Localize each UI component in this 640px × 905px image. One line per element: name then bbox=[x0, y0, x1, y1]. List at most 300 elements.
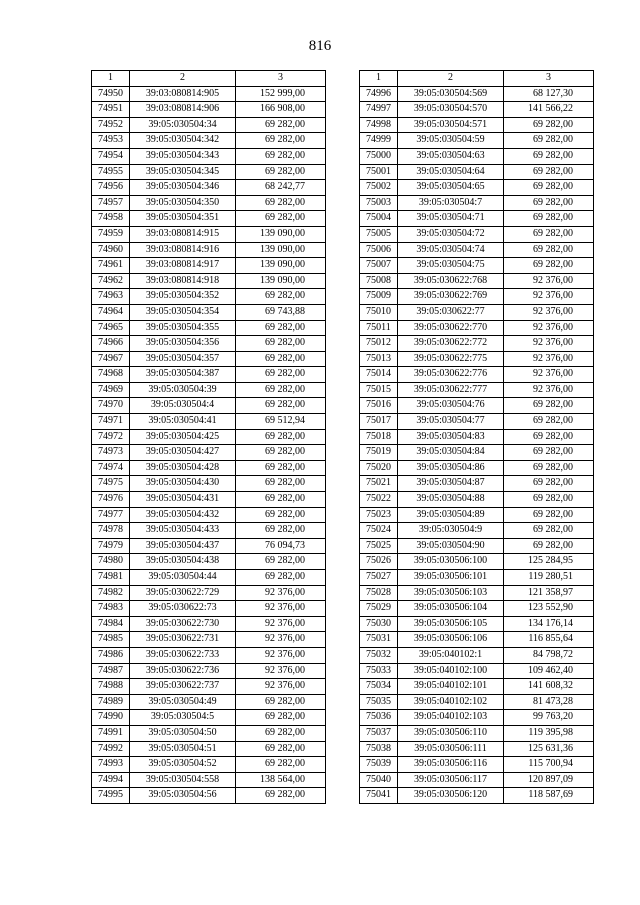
cadastral-value: 119 280,51 bbox=[504, 570, 594, 586]
cadastral-value: 69 282,00 bbox=[236, 382, 326, 398]
row-number: 74989 bbox=[92, 694, 130, 710]
row-number: 75016 bbox=[360, 398, 398, 414]
cadastral-number: 39:05:030504:355 bbox=[130, 320, 236, 336]
cadastral-number: 39:05:030622:777 bbox=[398, 382, 504, 398]
cadastral-value: 69 282,00 bbox=[504, 195, 594, 211]
row-number: 75017 bbox=[360, 414, 398, 430]
table-row bbox=[360, 445, 594, 461]
row-number: 74988 bbox=[92, 679, 130, 695]
cadastral-value: 152 999,00 bbox=[236, 86, 326, 102]
table-row bbox=[360, 632, 594, 648]
row-number: 75031 bbox=[360, 632, 398, 648]
row-number: 74985 bbox=[92, 632, 130, 648]
table-row bbox=[92, 211, 326, 227]
table-row bbox=[360, 788, 594, 804]
column-header-3: 3 bbox=[504, 71, 594, 87]
cadastral-number: 39:05:030506:116 bbox=[398, 757, 504, 773]
row-number: 74961 bbox=[92, 258, 130, 274]
cadastral-value: 69 282,00 bbox=[236, 320, 326, 336]
table-row bbox=[360, 289, 594, 305]
row-number: 74975 bbox=[92, 476, 130, 492]
row-number: 75008 bbox=[360, 273, 398, 289]
cadastral-number: 39:05:030622:729 bbox=[130, 585, 236, 601]
cadastral-value: 141 566,22 bbox=[504, 102, 594, 118]
row-number: 75025 bbox=[360, 538, 398, 554]
cadastral-value: 69 282,00 bbox=[236, 211, 326, 227]
cadastral-value: 120 897,09 bbox=[504, 772, 594, 788]
table-row bbox=[92, 757, 326, 773]
row-number: 75020 bbox=[360, 460, 398, 476]
row-number: 75009 bbox=[360, 289, 398, 305]
row-number: 75015 bbox=[360, 382, 398, 398]
row-number: 75034 bbox=[360, 679, 398, 695]
row-number: 74998 bbox=[360, 117, 398, 133]
row-number: 74977 bbox=[92, 507, 130, 523]
cadastral-value: 69 282,00 bbox=[504, 429, 594, 445]
table-row bbox=[360, 757, 594, 773]
cadastral-value: 84 798,72 bbox=[504, 647, 594, 663]
table-row bbox=[92, 460, 326, 476]
table-row bbox=[92, 336, 326, 352]
table-row bbox=[360, 679, 594, 695]
table-row bbox=[360, 86, 594, 102]
table-row bbox=[360, 507, 594, 523]
cadastral-number: 39:05:030504:75 bbox=[398, 258, 504, 274]
cadastral-value: 69 282,00 bbox=[236, 164, 326, 180]
cadastral-number: 39:05:030504:49 bbox=[130, 694, 236, 710]
cadastral-value: 69 282,00 bbox=[504, 133, 594, 149]
cadastral-value: 81 473,28 bbox=[504, 694, 594, 710]
cadastral-number: 39:05:030504:56 bbox=[130, 788, 236, 804]
table-row bbox=[92, 273, 326, 289]
row-number: 74976 bbox=[92, 492, 130, 508]
cadastral-number: 39:05:030506:110 bbox=[398, 725, 504, 741]
row-number: 74978 bbox=[92, 523, 130, 539]
table-row bbox=[92, 492, 326, 508]
cadastral-number: 39:03:080814:918 bbox=[130, 273, 236, 289]
cadastral-value: 69 282,00 bbox=[236, 476, 326, 492]
cadastral-number: 39:05:030622:768 bbox=[398, 273, 504, 289]
table-row bbox=[92, 367, 326, 383]
left-table-body bbox=[92, 86, 326, 803]
table-row bbox=[360, 336, 594, 352]
row-number: 75037 bbox=[360, 725, 398, 741]
cadastral-value: 69 282,00 bbox=[504, 523, 594, 539]
cadastral-value: 92 376,00 bbox=[236, 616, 326, 632]
table-row bbox=[92, 554, 326, 570]
cadastral-value: 69 282,00 bbox=[236, 523, 326, 539]
left-table bbox=[91, 70, 326, 804]
cadastral-value: 141 608,32 bbox=[504, 679, 594, 695]
row-number: 74972 bbox=[92, 429, 130, 445]
cadastral-number: 39:05:030504:77 bbox=[398, 414, 504, 430]
cadastral-value: 69 282,00 bbox=[236, 554, 326, 570]
table-row bbox=[360, 725, 594, 741]
row-number: 74955 bbox=[92, 164, 130, 180]
column-header-2: 2 bbox=[130, 71, 236, 87]
row-number: 75014 bbox=[360, 367, 398, 383]
right-table bbox=[359, 70, 594, 804]
row-number: 75002 bbox=[360, 180, 398, 196]
cadastral-value: 69 743,88 bbox=[236, 304, 326, 320]
row-number: 74951 bbox=[92, 102, 130, 118]
row-number: 74959 bbox=[92, 226, 130, 242]
table-row bbox=[360, 476, 594, 492]
row-number: 74970 bbox=[92, 398, 130, 414]
row-number: 74996 bbox=[360, 86, 398, 102]
cadastral-value: 69 512,94 bbox=[236, 414, 326, 430]
cadastral-value: 123 552,90 bbox=[504, 601, 594, 617]
cadastral-value: 69 282,00 bbox=[236, 289, 326, 305]
cadastral-value: 69 282,00 bbox=[236, 351, 326, 367]
cadastral-number: 39:05:030504:71 bbox=[398, 211, 504, 227]
table-row bbox=[360, 226, 594, 242]
row-number: 74992 bbox=[92, 741, 130, 757]
cadastral-number: 39:05:030504:83 bbox=[398, 429, 504, 445]
row-number: 74963 bbox=[92, 289, 130, 305]
row-number: 74991 bbox=[92, 725, 130, 741]
cadastral-number: 39:05:030504:343 bbox=[130, 148, 236, 164]
row-number: 75035 bbox=[360, 694, 398, 710]
table-row bbox=[92, 570, 326, 586]
cadastral-value: 69 282,00 bbox=[504, 242, 594, 258]
column-header-1: 1 bbox=[360, 71, 398, 87]
cadastral-value: 92 376,00 bbox=[236, 601, 326, 617]
row-number: 75011 bbox=[360, 320, 398, 336]
row-number: 74995 bbox=[92, 788, 130, 804]
table-row bbox=[92, 476, 326, 492]
row-number: 75001 bbox=[360, 164, 398, 180]
cadastral-value: 69 282,00 bbox=[504, 226, 594, 242]
cadastral-number: 39:05:030504:76 bbox=[398, 398, 504, 414]
row-number: 75038 bbox=[360, 741, 398, 757]
cadastral-number: 39:05:030506:104 bbox=[398, 601, 504, 617]
cadastral-number: 39:05:030504:59 bbox=[398, 133, 504, 149]
page-number: 816 bbox=[308, 38, 332, 54]
table-row bbox=[360, 398, 594, 414]
table-row bbox=[360, 554, 594, 570]
cadastral-number: 39:05:030622:772 bbox=[398, 336, 504, 352]
row-number: 74990 bbox=[92, 710, 130, 726]
table-row bbox=[360, 382, 594, 398]
cadastral-number: 39:05:030622:769 bbox=[398, 289, 504, 305]
cadastral-value: 69 282,00 bbox=[236, 133, 326, 149]
cadastral-number: 39:05:030504:558 bbox=[130, 772, 236, 788]
cadastral-number: 39:05:030504:425 bbox=[130, 429, 236, 445]
row-number: 74968 bbox=[92, 367, 130, 383]
cadastral-number: 39:05:030504:570 bbox=[398, 102, 504, 118]
cadastral-value: 115 700,94 bbox=[504, 757, 594, 773]
row-number: 74982 bbox=[92, 585, 130, 601]
cadastral-number: 39:05:030504:41 bbox=[130, 414, 236, 430]
cadastral-number: 39:05:030506:120 bbox=[398, 788, 504, 804]
cadastral-value: 69 282,00 bbox=[236, 336, 326, 352]
cadastral-value: 69 282,00 bbox=[236, 694, 326, 710]
cadastral-value: 119 395,98 bbox=[504, 725, 594, 741]
cadastral-value: 138 564,00 bbox=[236, 772, 326, 788]
cadastral-number: 39:05:030504:354 bbox=[130, 304, 236, 320]
table-row bbox=[92, 523, 326, 539]
table-row bbox=[360, 367, 594, 383]
table-row bbox=[92, 632, 326, 648]
table-row bbox=[92, 585, 326, 601]
row-number: 74980 bbox=[92, 554, 130, 570]
column-header-1: 1 bbox=[92, 71, 130, 87]
table-row bbox=[92, 538, 326, 554]
right-table-body bbox=[360, 86, 594, 803]
table-row bbox=[92, 351, 326, 367]
row-number: 75023 bbox=[360, 507, 398, 523]
cadastral-number: 39:05:030504:44 bbox=[130, 570, 236, 586]
cadastral-value: 69 282,00 bbox=[236, 398, 326, 414]
row-number: 75028 bbox=[360, 585, 398, 601]
table-row bbox=[92, 663, 326, 679]
row-number: 74979 bbox=[92, 538, 130, 554]
table-row bbox=[92, 788, 326, 804]
cadastral-value: 92 376,00 bbox=[236, 647, 326, 663]
row-number: 74993 bbox=[92, 757, 130, 773]
cadastral-number: 39:05:030506:100 bbox=[398, 554, 504, 570]
cadastral-value: 69 282,00 bbox=[236, 148, 326, 164]
cadastral-number: 39:05:030504:569 bbox=[398, 86, 504, 102]
row-number: 74974 bbox=[92, 460, 130, 476]
cadastral-number: 39:05:030622:737 bbox=[130, 679, 236, 695]
table-row bbox=[92, 180, 326, 196]
cadastral-value: 69 282,00 bbox=[236, 492, 326, 508]
table-row bbox=[360, 117, 594, 133]
cadastral-value: 92 376,00 bbox=[504, 351, 594, 367]
cadastral-number: 39:05:030504:351 bbox=[130, 211, 236, 227]
row-number: 75041 bbox=[360, 788, 398, 804]
table-row bbox=[360, 772, 594, 788]
row-number: 74958 bbox=[92, 211, 130, 227]
table-row bbox=[92, 601, 326, 617]
row-number: 75012 bbox=[360, 336, 398, 352]
cadastral-value: 69 282,00 bbox=[236, 117, 326, 133]
table-row bbox=[360, 273, 594, 289]
cadastral-value: 69 282,00 bbox=[236, 741, 326, 757]
table-row bbox=[92, 86, 326, 102]
cadastral-number: 39:05:030622:733 bbox=[130, 647, 236, 663]
table-row bbox=[360, 414, 594, 430]
cadastral-value: 92 376,00 bbox=[504, 273, 594, 289]
cadastral-number: 39:05:030504:431 bbox=[130, 492, 236, 508]
table-row bbox=[92, 647, 326, 663]
cadastral-number: 39:03:080814:916 bbox=[130, 242, 236, 258]
table-row bbox=[360, 741, 594, 757]
table-row bbox=[92, 304, 326, 320]
cadastral-number: 39:05:030504:432 bbox=[130, 507, 236, 523]
table-row bbox=[360, 211, 594, 227]
table-row bbox=[360, 694, 594, 710]
row-number: 75032 bbox=[360, 647, 398, 663]
row-number: 74984 bbox=[92, 616, 130, 632]
cadastral-value: 69 282,00 bbox=[504, 492, 594, 508]
cadastral-number: 39:05:030504:51 bbox=[130, 741, 236, 757]
cadastral-value: 68 242,77 bbox=[236, 180, 326, 196]
cadastral-value: 69 282,00 bbox=[504, 148, 594, 164]
cadastral-value: 139 090,00 bbox=[236, 226, 326, 242]
table-row bbox=[360, 538, 594, 554]
cadastral-value: 92 376,00 bbox=[504, 336, 594, 352]
cadastral-number: 39:05:040102:1 bbox=[398, 647, 504, 663]
row-number: 75000 bbox=[360, 148, 398, 164]
row-number: 75036 bbox=[360, 710, 398, 726]
table-header-row bbox=[360, 71, 594, 87]
table-row bbox=[92, 710, 326, 726]
table-row bbox=[92, 694, 326, 710]
table-row bbox=[92, 507, 326, 523]
table-row bbox=[360, 492, 594, 508]
cadastral-value: 69 282,00 bbox=[504, 180, 594, 196]
row-number: 74994 bbox=[92, 772, 130, 788]
cadastral-number: 39:05:030504:357 bbox=[130, 351, 236, 367]
cadastral-value: 69 282,00 bbox=[236, 757, 326, 773]
table-row bbox=[360, 320, 594, 336]
table-row bbox=[92, 741, 326, 757]
cadastral-number: 39:05:030506:101 bbox=[398, 570, 504, 586]
table-row bbox=[92, 414, 326, 430]
table-row bbox=[92, 725, 326, 741]
cadastral-value: 166 908,00 bbox=[236, 102, 326, 118]
table-row bbox=[360, 647, 594, 663]
cadastral-value: 109 462,40 bbox=[504, 663, 594, 679]
cadastral-value: 69 282,00 bbox=[236, 725, 326, 741]
table-row bbox=[92, 133, 326, 149]
cadastral-number: 39:05:030622:776 bbox=[398, 367, 504, 383]
cadastral-value: 99 763,20 bbox=[504, 710, 594, 726]
cadastral-number: 39:05:030504:428 bbox=[130, 460, 236, 476]
row-number: 74950 bbox=[92, 86, 130, 102]
cadastral-number: 39:05:030504:74 bbox=[398, 242, 504, 258]
cadastral-number: 39:05:030504:84 bbox=[398, 445, 504, 461]
row-number: 74962 bbox=[92, 273, 130, 289]
table-row bbox=[360, 429, 594, 445]
cadastral-number: 39:05:040102:103 bbox=[398, 710, 504, 726]
table-row bbox=[360, 523, 594, 539]
cadastral-value: 69 282,00 bbox=[236, 195, 326, 211]
table-row bbox=[92, 164, 326, 180]
cadastral-value: 125 284,95 bbox=[504, 554, 594, 570]
row-number: 75019 bbox=[360, 445, 398, 461]
cadastral-value: 69 282,00 bbox=[504, 414, 594, 430]
cadastral-number: 39:05:030504:433 bbox=[130, 523, 236, 539]
cadastral-number: 39:05:030504:34 bbox=[130, 117, 236, 133]
row-number: 74969 bbox=[92, 382, 130, 398]
row-number: 74973 bbox=[92, 445, 130, 461]
row-number: 75024 bbox=[360, 523, 398, 539]
cadastral-value: 69 282,00 bbox=[504, 211, 594, 227]
table-row bbox=[92, 382, 326, 398]
table-row bbox=[92, 102, 326, 118]
cadastral-number: 39:05:030504:345 bbox=[130, 164, 236, 180]
table-row bbox=[92, 429, 326, 445]
row-number: 74965 bbox=[92, 320, 130, 336]
row-number: 75040 bbox=[360, 772, 398, 788]
cadastral-number: 39:03:080814:905 bbox=[130, 86, 236, 102]
row-number: 74971 bbox=[92, 414, 130, 430]
cadastral-number: 39:05:030504:437 bbox=[130, 538, 236, 554]
table-row bbox=[360, 663, 594, 679]
table-row bbox=[92, 289, 326, 305]
cadastral-number: 39:05:030504:89 bbox=[398, 507, 504, 523]
cadastral-value: 92 376,00 bbox=[236, 632, 326, 648]
cadastral-value: 139 090,00 bbox=[236, 242, 326, 258]
cadastral-number: 39:05:030506:106 bbox=[398, 632, 504, 648]
cadastral-number: 39:05:030504:7 bbox=[398, 195, 504, 211]
table-row bbox=[360, 585, 594, 601]
cadastral-number: 39:03:080814:906 bbox=[130, 102, 236, 118]
row-number: 74957 bbox=[92, 195, 130, 211]
row-number: 75021 bbox=[360, 476, 398, 492]
cadastral-number: 39:05:030504:39 bbox=[130, 382, 236, 398]
column-header-2: 2 bbox=[398, 71, 504, 87]
cadastral-number: 39:05:030622:730 bbox=[130, 616, 236, 632]
row-number: 74981 bbox=[92, 570, 130, 586]
column-header-3: 3 bbox=[236, 71, 326, 87]
table-row bbox=[92, 772, 326, 788]
cadastral-number: 39:05:030504:427 bbox=[130, 445, 236, 461]
table-header-row bbox=[92, 71, 326, 87]
cadastral-value: 125 631,36 bbox=[504, 741, 594, 757]
row-number: 75027 bbox=[360, 570, 398, 586]
row-number: 75018 bbox=[360, 429, 398, 445]
table-row bbox=[360, 710, 594, 726]
table-row bbox=[92, 117, 326, 133]
cadastral-number: 39:05:030504:571 bbox=[398, 117, 504, 133]
table-row bbox=[360, 570, 594, 586]
cadastral-value: 139 090,00 bbox=[236, 273, 326, 289]
row-number: 75029 bbox=[360, 601, 398, 617]
cadastral-number: 39:05:030504:342 bbox=[130, 133, 236, 149]
cadastral-value: 69 282,00 bbox=[236, 445, 326, 461]
cadastral-value: 69 282,00 bbox=[504, 538, 594, 554]
table-row bbox=[92, 616, 326, 632]
table-row bbox=[360, 351, 594, 367]
row-number: 75005 bbox=[360, 226, 398, 242]
cadastral-number: 39:05:030622:77 bbox=[398, 304, 504, 320]
row-number: 74983 bbox=[92, 601, 130, 617]
table-row bbox=[92, 242, 326, 258]
row-number: 74997 bbox=[360, 102, 398, 118]
cadastral-value: 69 282,00 bbox=[504, 117, 594, 133]
cadastral-number: 39:05:030504:9 bbox=[398, 523, 504, 539]
cadastral-value: 116 855,64 bbox=[504, 632, 594, 648]
cadastral-value: 139 090,00 bbox=[236, 258, 326, 274]
table-row bbox=[360, 133, 594, 149]
cadastral-value: 69 282,00 bbox=[236, 788, 326, 804]
cadastral-value: 92 376,00 bbox=[504, 367, 594, 383]
table-row bbox=[360, 601, 594, 617]
cadastral-number: 39:05:030504:438 bbox=[130, 554, 236, 570]
cadastral-value: 68 127,30 bbox=[504, 86, 594, 102]
cadastral-value: 69 282,00 bbox=[236, 429, 326, 445]
cadastral-value: 76 094,73 bbox=[236, 538, 326, 554]
row-number: 74954 bbox=[92, 148, 130, 164]
row-number: 75007 bbox=[360, 258, 398, 274]
table-row bbox=[92, 679, 326, 695]
row-number: 75010 bbox=[360, 304, 398, 320]
cadastral-value: 69 282,00 bbox=[504, 164, 594, 180]
row-number: 75030 bbox=[360, 616, 398, 632]
table-row bbox=[92, 398, 326, 414]
row-number: 74964 bbox=[92, 304, 130, 320]
row-number: 75026 bbox=[360, 554, 398, 570]
cadastral-number: 39:05:030506:103 bbox=[398, 585, 504, 601]
cadastral-number: 39:05:030506:111 bbox=[398, 741, 504, 757]
table-row bbox=[360, 616, 594, 632]
cadastral-number: 39:05:030504:64 bbox=[398, 164, 504, 180]
